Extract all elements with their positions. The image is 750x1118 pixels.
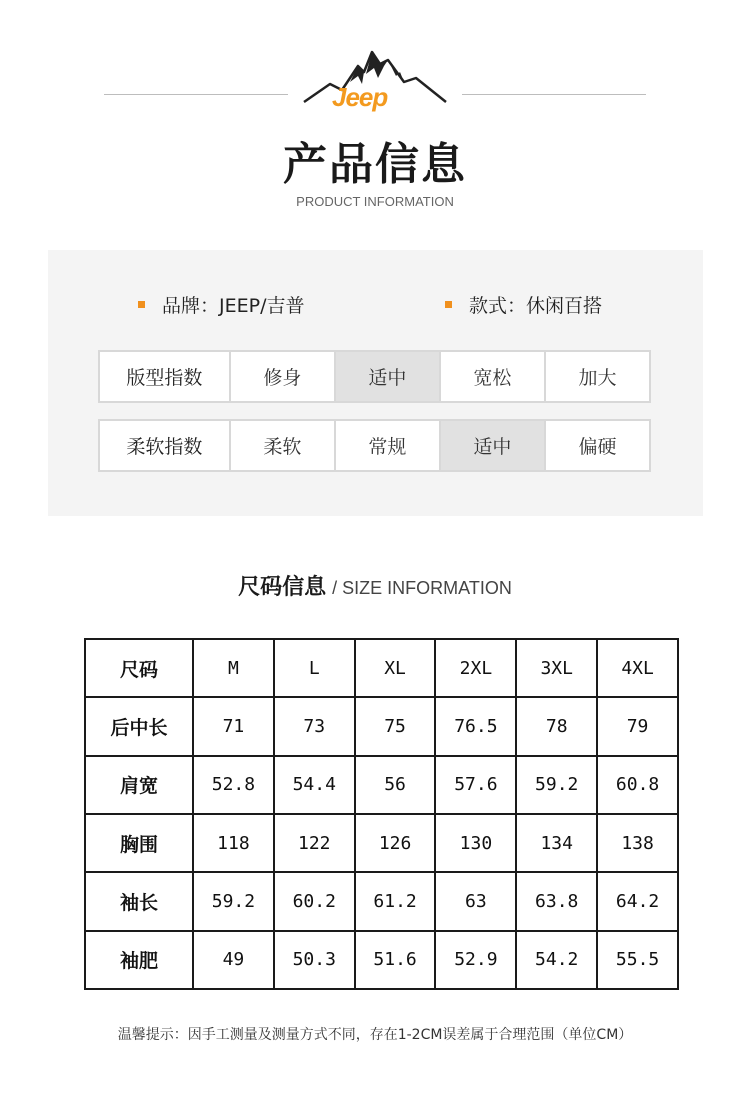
row-label: 袖长 [85,872,193,930]
table-row [85,756,678,814]
table-row [85,872,678,930]
size-section-heading [0,570,750,601]
table-cell: 49 [193,931,274,989]
table-cell: 126 [355,814,436,872]
logo-wordmark: Jeep [332,82,388,112]
size-title-cn: 尺码信息 [238,575,327,600]
table-cell: 59.2 [193,872,274,930]
style-attribute [445,291,602,318]
table-cell: 54.2 [516,931,597,989]
softness-option: 偏硬 [544,421,649,470]
table-cell: 78 [516,697,597,755]
size-table [84,638,679,990]
table-cell: 56 [355,756,436,814]
row-label: 胸围 [85,814,193,872]
fit-scale [98,350,651,403]
header-cell: L [274,639,355,697]
header-cell-size: 尺码 [85,639,193,697]
page-title: 产品信息 [283,139,467,190]
fit-option: 宽松 [439,352,544,401]
table-row [85,814,678,872]
table-cell: 138 [597,814,678,872]
header-cell: 4XL [597,639,678,697]
brand-label: 品牌：JEEP/吉普 [162,295,305,317]
row-label: 肩宽 [85,756,193,814]
table-row [85,931,678,989]
table-cell: 134 [516,814,597,872]
fit-option: 修身 [229,352,334,401]
table-cell: 60.8 [597,756,678,814]
bullet-icon [138,301,145,308]
fit-option-selected: 适中 [334,352,439,401]
table-cell: 63.8 [516,872,597,930]
jeep-logo [300,44,450,120]
table-cell: 79 [597,697,678,755]
header-cell: M [193,639,274,697]
table-row [85,697,678,755]
softness-option: 柔软 [229,421,334,470]
table-cell: 52.9 [435,931,516,989]
measurement-note: 温馨提示：因手工测量及测量方式不同，存在1-2CM误差属于合理范围（单位CM） [117,1027,633,1043]
table-cell: 55.5 [597,931,678,989]
header-cell: XL [355,639,436,697]
table-cell: 76.5 [435,697,516,755]
bullet-icon [445,301,452,308]
table-cell: 73 [274,697,355,755]
brand-attribute [138,291,304,318]
table-header-row [85,639,678,697]
table-cell: 52.8 [193,756,274,814]
softness-option: 常规 [334,421,439,470]
row-label: 后中长 [85,697,193,755]
table-cell: 122 [274,814,355,872]
table-cell: 75 [355,697,436,755]
product-info-panel [48,250,703,516]
table-cell: 118 [193,814,274,872]
header-cell: 2XL [435,639,516,697]
table-cell: 63 [435,872,516,930]
header-divider-right [462,94,646,95]
fit-scale-label: 版型指数 [126,367,203,389]
page-subtitle: PRODUCT INFORMATION [296,194,454,209]
table-cell: 50.3 [274,931,355,989]
table-cell: 57.6 [435,756,516,814]
table-cell: 61.2 [355,872,436,930]
table-cell: 71 [193,697,274,755]
softness-option-selected: 适中 [439,421,544,470]
softness-scale [98,419,651,472]
table-cell: 130 [435,814,516,872]
header-divider-left [104,94,288,95]
header-cell: 3XL [516,639,597,697]
style-label: 款式：休闲百搭 [469,295,603,317]
table-cell: 51.6 [355,931,436,989]
table-cell: 60.2 [274,872,355,930]
table-cell: 64.2 [597,872,678,930]
table-cell: 54.4 [274,756,355,814]
fit-option: 加大 [544,352,649,401]
softness-scale-label: 柔软指数 [126,436,203,458]
size-title-en: / SIZE INFORMATION [332,578,512,598]
table-cell: 59.2 [516,756,597,814]
row-label: 袖肥 [85,931,193,989]
